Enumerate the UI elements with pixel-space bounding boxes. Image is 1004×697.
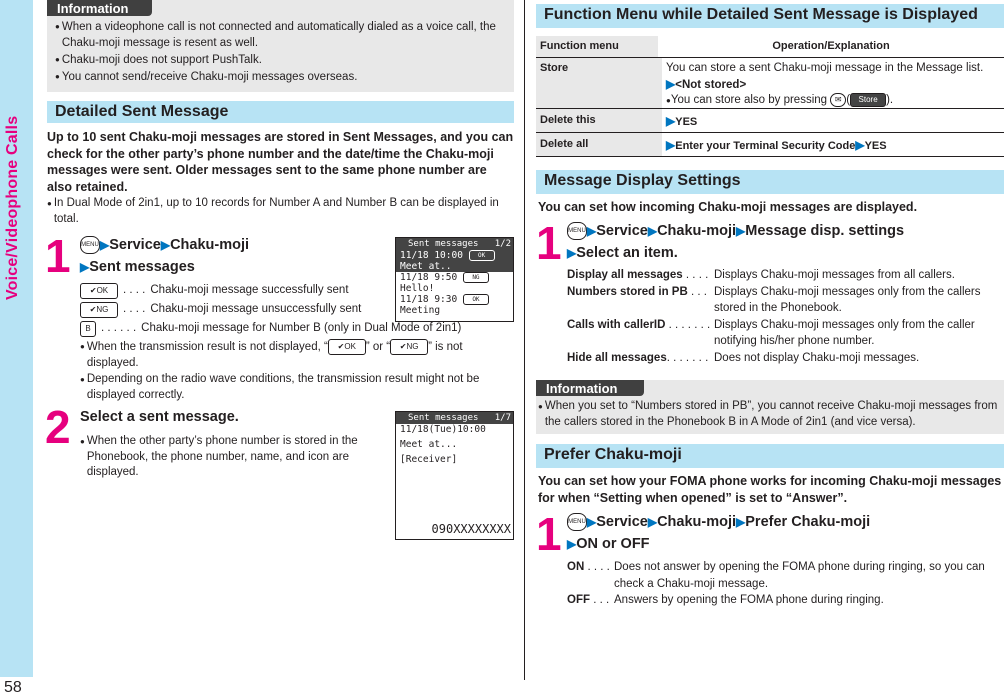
option-row: ON . . . . Does not answer by opening the FOMA phone during ringing, so you can check a Chaku-moji message. <box>567 561 985 590</box>
prefer-options <box>567 559 1004 609</box>
sent-ng-icon: ✔NG <box>80 302 118 318</box>
step2-note: ● When the other party’s phone number is stored in the Phonebook, the phone number, name, and icon are displayed. <box>80 435 358 478</box>
option-row: Hide all messages. . . . . . . Does not display Chaku-moji messages. <box>567 351 920 364</box>
legend-row: ✔NG . . . . Chaku-moji message unsuccessfully sent <box>80 302 390 321</box>
step1-note: ● When the transmission result is not displayed, “ ✔OK ” or “ ✔NG ” is not displayed. <box>80 339 500 371</box>
page-number: 58 <box>4 679 22 696</box>
sent-ok-icon: ✔OK <box>328 339 366 355</box>
legend-row: ✔OK . . . . Chaku-moji message successfully sent <box>80 283 390 302</box>
table-row: Delete this ▶YES <box>536 108 1004 132</box>
table-row: Store You can store a sent Chaku-moji message in the Message list. ▶<Not stored> ●You can store also by pressing ✉ ( Store ). <box>536 57 1004 108</box>
phone-screen-sent-list <box>395 237 514 322</box>
step-number: 2 <box>45 401 71 453</box>
function-menu-table <box>536 36 1004 157</box>
display-settings-path: MENU▶Service▶Chaku-moji▶Message disp. settings ▶Select an item. <box>567 223 905 261</box>
screen-row-detail: Hello! <box>400 283 435 294</box>
option-row: OFF . . . Answers by opening the FOMA phone during ringing. <box>567 594 884 606</box>
prefer-intro: You can set how your FOMA phone works for incoming Chaku-moji messages for when “Setting when opened” is set to “Answer”. <box>538 474 1002 505</box>
information-box-2 <box>536 380 1004 434</box>
menu-key-icon: MENU <box>567 513 587 531</box>
side-tab-title: Voice/Videophone Calls <box>4 115 21 300</box>
menu-key-icon: MENU <box>567 222 587 240</box>
information-label: Information <box>47 0 152 16</box>
information-label: Information <box>536 380 644 396</box>
information-bullet: ● When a videophone call is not connected and automatically dialed as a voice call, the Chaku-moji message is resent as well. <box>55 21 496 49</box>
screen-row[interactable]: 11/18 9:50 NG <box>396 272 513 283</box>
screen-row-detail: Meet at.. <box>396 261 513 272</box>
screen-date: 11/18(Tue)10:00 <box>400 424 486 435</box>
screen-row[interactable]: 11/18 9:30 OK <box>396 294 513 305</box>
information-bullet: ● Chaku-moji does not support PushTalk. <box>55 54 262 66</box>
option-row: Calls with callerID . . . . . . . Displays Chaku-moji messages only from the caller notifying his/her phone number. <box>567 318 975 347</box>
screen-message: Meet at... <box>400 439 458 450</box>
step-number: 1 <box>45 230 71 282</box>
store-softkey: Store <box>850 93 886 107</box>
information-bullet: ● You cannot send/receive Chaku-moji messages overseas. <box>55 71 358 83</box>
section-title-function-menu: Function Menu while Detailed Sent Message is Displayed <box>536 4 1004 28</box>
display-settings-intro: You can set how incoming Chaku-moji messages are displayed. <box>538 200 918 214</box>
step1-path: MENU▶Service▶Chaku-moji ▶Sent messages <box>80 237 250 275</box>
screen-title: Sent messages 1/2 <box>396 238 513 250</box>
mail-key-icon: ✉ <box>830 93 846 107</box>
step-number: 1 <box>536 217 562 269</box>
table-header: Function menu Operation/Explanation <box>536 36 1004 57</box>
information-bullets <box>47 16 514 85</box>
option-row: Display all messages . . . . Displays Chaku-moji messages from all callers. <box>567 269 955 281</box>
intro-text: Up to 10 sent Chaku-moji messages are stored in Sent Messages, and you can check for the other party’s phone number and the date/time the Chaku-moji messages were sent. Older messages sent to the same phone number are also retained. <box>47 130 514 194</box>
section-title-detailed-sent: Detailed Sent Message <box>47 101 514 123</box>
step-number: 1 <box>536 508 562 560</box>
section-title-prefer: Prefer Chaku-moji <box>536 444 1004 468</box>
screen-row[interactable]: 11/18 10:00 OK <box>396 250 513 261</box>
section-title-display-settings: Message Display Settings <box>536 170 1004 194</box>
column-divider <box>524 0 525 680</box>
table-row: Delete all ▶Enter your Terminal Security Code▶YES <box>536 132 1004 157</box>
step1-note: ● Depending on the radio wave conditions, the transmission result might not be displayed correctly. <box>80 373 480 401</box>
information-box <box>47 0 514 92</box>
step2-title: Select a sent message. <box>80 409 239 425</box>
information-bullet: ● When you set to “Numbers stored in PB”, you cannot receive Chaku-moji messages from the callers stored in the Phonebook B in A Mode of 2in1 (and vice versa). <box>538 400 998 428</box>
phone-screen-sent-detail <box>395 411 514 540</box>
screen-title: Sent messages 1/7 <box>396 412 513 424</box>
intro-note: ● In Dual Mode of 2in1, up to 10 records for Number A and Number B can be displayed in total. <box>47 197 499 225</box>
screen-receiver: [Receiver] <box>400 454 458 465</box>
prefer-path: MENU▶Service▶Chaku-moji▶Prefer Chaku-moji ▶ON or OFF <box>567 514 871 552</box>
number-b-icon: B <box>80 321 96 337</box>
legend-row: B . . . . . . Chaku-moji message for Number B (only in Dual Mode of 2in1) <box>80 321 510 339</box>
screen-phone-number: 090XXXXXXXX <box>431 522 511 536</box>
display-options <box>567 267 1004 366</box>
side-tab <box>0 0 33 677</box>
step1-notes <box>80 339 500 403</box>
sent-ok-icon: ✔OK <box>80 283 118 299</box>
menu-key-icon: MENU <box>80 236 100 254</box>
option-row: Numbers stored in PB . . . Displays Chaku-moji messages only from the callers stored in the Phonebook. <box>567 285 981 314</box>
sent-ng-icon: ✔NG <box>390 339 428 355</box>
screen-row-detail: Meeting <box>400 305 441 316</box>
